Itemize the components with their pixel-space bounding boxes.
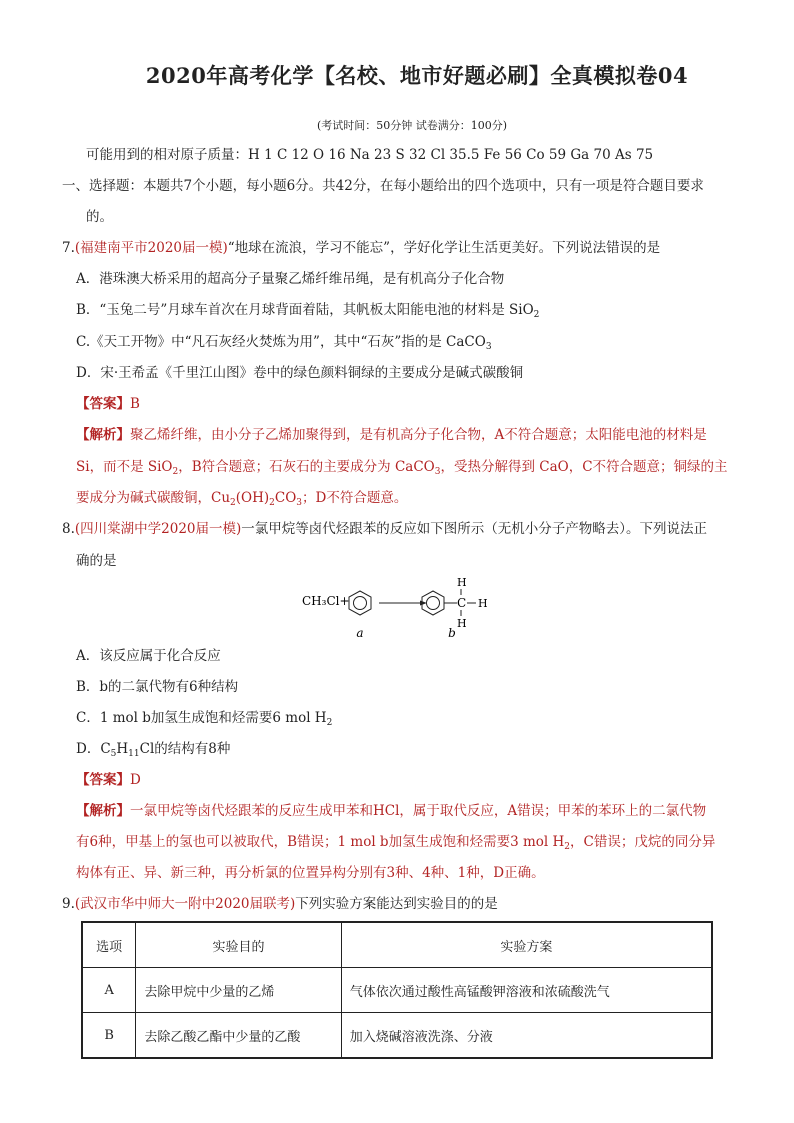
table-cell: 去除乙酸乙酯中少量的乙酸 bbox=[136, 1013, 341, 1059]
q7-answer: 【答案】B bbox=[76, 396, 140, 412]
table-header-cell: 实验目的 bbox=[136, 922, 341, 968]
q8-option-d: D．$C_5H_{11}Cl$的结构有8种 bbox=[76, 741, 231, 759]
section-heading-cont: 的。 bbox=[86, 209, 113, 225]
benzene-ring-a bbox=[349, 591, 371, 615]
section-heading: 一、选择题：本题共7个小题，每小题6分。共42分，在每小题给出的四个选项中，只有一项是符合题目要求 bbox=[62, 178, 704, 194]
question-text: “地球在流浪，学习不能忘”，学好化学让生活更美好。下列说法错误的是 bbox=[227, 240, 661, 256]
label-b: b bbox=[448, 626, 456, 640]
table-row bbox=[82, 1013, 712, 1059]
q8-option-b: B．b的二氯代物有6种结构 bbox=[76, 679, 239, 695]
table-cell: B bbox=[82, 1013, 136, 1059]
question-source: (武汉市华中师大一附中2020届联考) bbox=[74, 896, 296, 912]
question-number: 8. bbox=[62, 521, 75, 537]
q7-option-a: A．港珠澳大桥采用的超高分子量聚乙烯纤维吊绳，是有机高分子化合物 bbox=[76, 271, 505, 287]
reactant-label: CH₃Cl+ bbox=[302, 594, 350, 608]
table-header-cell: 选项 bbox=[82, 922, 136, 968]
experiment-table bbox=[81, 921, 713, 1059]
q7-analysis-line2: Si，而不是 SiO$_2$，B符合题意；石灰石的主要成分为 CaCO$_3$，受热分解得到 CaO，C不符合题意；铜绿的主 bbox=[76, 459, 728, 477]
arrow-head bbox=[420, 601, 427, 606]
question-8-stem bbox=[62, 519, 707, 539]
table-cell: 去除甲烷中少量的乙烯 bbox=[136, 968, 341, 1013]
q7-analysis-line1: 【解析】聚乙烯纤维，由小分子乙烯加聚得到，是有机高分子化合物，A不符合题意；太阳能电池的材料是 bbox=[76, 427, 707, 443]
h-top-label: H bbox=[457, 576, 467, 589]
table-cell: 气体依次通过酸性高锰酸钾溶液和浓硫酸洗气 bbox=[341, 968, 712, 1013]
atomic-masses: 可能用到的相对原子质量：H 1 C 12 O 16 Na 23 S 32 Cl 35.5 Fe 56 Co 59 Ga 70 As 75 bbox=[86, 147, 654, 163]
table-row bbox=[82, 968, 712, 1013]
page-title: 2020年高考化学【名校、地市好题必刷】全真模拟卷04 bbox=[145, 63, 689, 88]
q8-analysis-line2: 有6种，甲基上的氢也可以被取代，B错误；1 mol b加氢生成饱和烃需要3 mol $H_2$，C错误；戊烷的同分异 bbox=[76, 834, 716, 852]
q8-answer: 【答案】D bbox=[76, 772, 141, 788]
table-cell: A bbox=[82, 968, 136, 1013]
question-9-stem bbox=[62, 894, 498, 914]
question-source: (四川棠湖中学2020届一模) bbox=[74, 521, 242, 537]
q8-analysis-line1: 【解析】一氯甲烷等卤代烃跟苯的反应生成甲苯和HCl，属于取代反应，A错误；甲苯的苯环上的二氯代物 bbox=[76, 803, 707, 819]
q8-analysis-line3: 构体有正、异、新三种，再分析氯的位置异构分别有3种、4种、1种，D正确。 bbox=[76, 865, 545, 881]
question-7-stem bbox=[62, 238, 660, 258]
q7-option-b: B．“玉兔二号”月球车首次在月球背面着陆，其帆板太阳能电池的材料是 SiO$_2$ bbox=[76, 302, 540, 320]
q8-option-a: A．该反应属于化合反应 bbox=[76, 648, 221, 664]
question-source: (福建南平市2020届一模) bbox=[74, 240, 228, 256]
question-number: 9. bbox=[62, 896, 75, 912]
table-cell: 加入烧碱溶液洗涤、分液 bbox=[341, 1013, 712, 1059]
table-header-cell: 实验方案 bbox=[341, 922, 712, 968]
q7-analysis-line3: 要成分为碱式碳酸铜，$Cu_2(OH)_2CO_3$；D不符合题意。 bbox=[76, 490, 408, 508]
exam-info: (考试时间：50分钟 试卷满分：100分) bbox=[316, 119, 508, 132]
question-text: 下列实验方案能达到实验目的的是 bbox=[295, 896, 498, 912]
q7-option-c: C.《天工开物》中“凡石灰经火焚炼为用”，其中“石灰”指的是 CaCO$_3$ bbox=[76, 334, 492, 352]
q8-option-c: C．1 mol b加氢生成饱和烃需要6 mol $H_2$ bbox=[76, 710, 333, 728]
question-8-stem-cont: 确的是 bbox=[76, 553, 117, 569]
h-right-label: H bbox=[478, 597, 488, 610]
table-header-row bbox=[82, 922, 712, 968]
reaction-diagram bbox=[290, 575, 520, 645]
label-a: a bbox=[356, 626, 364, 640]
carbon-label: C bbox=[457, 596, 467, 610]
question-number: 7. bbox=[62, 240, 75, 256]
question-text: 一氯甲烷等卤代烃跟苯的反应如下图所示（无机小分子产物略去）。下列说法正 bbox=[241, 521, 708, 537]
h-bottom-label: H bbox=[457, 617, 467, 630]
q7-option-d: D．宋·王希孟《千里江山图》卷中的绿色颜料铜绿的主要成分是碱式碳酸铜 bbox=[76, 365, 524, 381]
